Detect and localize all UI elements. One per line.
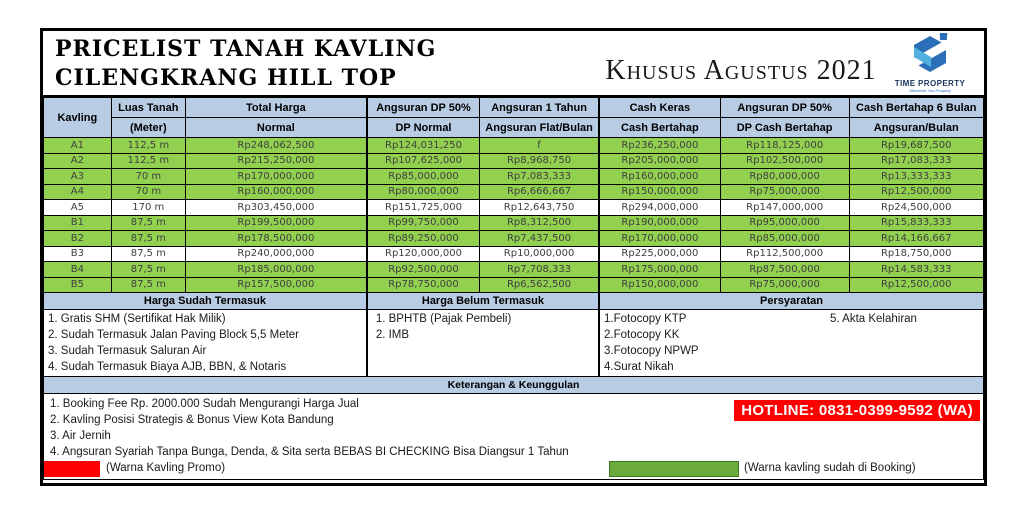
- col-header-total-harga: Total Harga: [185, 98, 366, 118]
- keterangan-cell: [44, 394, 984, 480]
- pricelist-sheet: [40, 28, 987, 486]
- cell-luas: 112,5 m: [111, 153, 185, 169]
- cell-angsuran_flat: Rp7,083,333: [480, 169, 599, 185]
- cell-angsuran_flat: Rp12,643,750: [480, 200, 599, 216]
- cell-kavling: A5: [44, 200, 112, 216]
- table-header: [44, 98, 984, 138]
- pricelist-row-B4: [44, 262, 984, 278]
- logo-tagline-text: Wherever You Property: [909, 88, 951, 93]
- list-item: 2. Sudah Termasuk Jalan Paving Block 5,5 Meter: [48, 329, 300, 341]
- cell-kavling: A3: [44, 169, 112, 185]
- cell-cash_keras: Rp190,000,000: [599, 215, 720, 231]
- persyaratan-list: [604, 311, 979, 375]
- cell-angsuran_bulan: Rp12,500,000: [849, 184, 983, 200]
- cell-dp_normal: Rp85,000,000: [367, 169, 480, 185]
- pricelist-row-B5: [44, 277, 984, 293]
- cell-kavling: A2: [44, 153, 112, 169]
- list-item: 4. Sudah Termasuk Biaya AJB, BBN, & Notaris: [48, 361, 287, 373]
- cell-dp_cash_bertahap: Rp75,000,000: [720, 277, 849, 293]
- info-sections: [44, 293, 984, 480]
- col-subheader-flat-bulan: Angsuran Flat/Bulan: [480, 118, 599, 138]
- cell-angsuran_bulan: Rp12,500,000: [849, 277, 983, 293]
- pricelist-row-B2: [44, 231, 984, 247]
- cell-luas: 87,5 m: [111, 246, 185, 262]
- promo-color-swatch: [44, 461, 100, 477]
- page-title: PRICELIST TANAH KAVLING: [55, 36, 437, 62]
- title-block: [55, 35, 436, 93]
- cell-dp_normal: Rp151,725,000: [367, 200, 480, 216]
- list-item: 2.Fotocopy KK: [604, 329, 680, 341]
- promo-legend-label: (Warna Kavling Promo): [106, 462, 226, 474]
- excluded-list: [367, 310, 599, 377]
- col-header-angsuran-dp50: Angsuran DP 50%: [367, 98, 480, 118]
- list-item: 1. Gratis SHM (Sertifikat Hak Milik): [48, 313, 226, 325]
- cell-cash_keras: Rp160,000,000: [599, 169, 720, 185]
- cell-luas: 170 m: [111, 200, 185, 216]
- cell-total: Rp170,000,000: [185, 169, 366, 185]
- cell-kavling: A1: [44, 138, 112, 154]
- cell-dp_cash_bertahap: Rp118,125,000: [720, 138, 849, 154]
- cell-dp_cash_bertahap: Rp112,500,000: [720, 246, 849, 262]
- cell-total: Rp303,450,000: [185, 200, 366, 216]
- cell-total: Rp157,500,000: [185, 277, 366, 293]
- cell-angsuran_bulan: Rp17,083,333: [849, 153, 983, 169]
- cell-total: Rp215,250,000: [185, 153, 366, 169]
- cell-dp_cash_bertahap: Rp80,000,000: [720, 169, 849, 185]
- cell-kavling: B2: [44, 231, 112, 247]
- list-item: 4. Angsuran Syariah Tanpa Bunga, Denda, & Sita serta BEBAS BI CHECKING Bisa Diangsur 1 Tahun: [50, 446, 569, 458]
- col-subheader-normal: Normal: [185, 118, 366, 138]
- list-item: 1.Fotocopy KTP: [604, 313, 687, 325]
- keterangan-bar: Keterangan & Keunggulan: [44, 377, 984, 394]
- col-subheader-dp-cash-bertahap: DP Cash Bertahap: [720, 118, 849, 138]
- list-item: 2. IMB: [375, 329, 410, 341]
- time-property-logo: [884, 33, 976, 95]
- cell-dp_normal: Rp107,625,000: [367, 153, 480, 169]
- included-list: [44, 310, 367, 377]
- cell-dp_normal: Rp124,031,250: [367, 138, 480, 154]
- cell-angsuran_bulan: Rp14,166,667: [849, 231, 983, 247]
- col-header-kavling: Kavling: [44, 98, 112, 138]
- cell-total: Rp248,062,500: [185, 138, 366, 154]
- cell-dp_cash_bertahap: Rp102,500,000: [720, 153, 849, 169]
- cell-cash_keras: Rp150,000,000: [599, 277, 720, 293]
- list-item: 3.Fotocopy NPWP: [604, 345, 699, 357]
- pricelist-row-A2: [44, 153, 984, 169]
- cell-cash_keras: Rp294,000,000: [599, 200, 720, 216]
- cell-kavling: B5: [44, 277, 112, 293]
- col-subheader-meter: (Meter): [111, 118, 185, 138]
- cell-luas: 70 m: [111, 169, 185, 185]
- section-head-persyaratan: Persyaratan: [599, 293, 984, 310]
- pricelist-table: [43, 97, 984, 480]
- booked-legend-label: (Warna kavling sudah di Booking): [744, 462, 916, 474]
- col-header-cash-bertahap-6: Cash Bertahap 6 Bulan: [849, 98, 983, 118]
- cell-dp_normal: Rp120,000,000: [367, 246, 480, 262]
- section-head-excluded: Harga Belum Termasuk: [367, 293, 599, 310]
- list-item: 2. Kavling Posisi Strategis & Bonus View Kota Bandung: [50, 414, 334, 426]
- cell-cash_keras: Rp205,000,000: [599, 153, 720, 169]
- cell-total: Rp199,500,000: [185, 215, 366, 231]
- cell-angsuran_flat: Rp8,312,500: [480, 215, 599, 231]
- col-header-cash-keras: Cash Keras: [599, 98, 720, 118]
- cell-cash_keras: Rp236,250,000: [599, 138, 720, 154]
- pricelist-row-B1: [44, 215, 984, 231]
- cell-luas: 87,5 m: [111, 262, 185, 278]
- cell-kavling: B3: [44, 246, 112, 262]
- pricelist-row-A3: [44, 169, 984, 185]
- cell-angsuran_bulan: Rp14,583,333: [849, 262, 983, 278]
- cell-dp_normal: Rp92,500,000: [367, 262, 480, 278]
- persyaratan-item-5: 5. Akta Kelahiran: [830, 313, 917, 325]
- cell-dp_cash_bertahap: Rp75,000,000: [720, 184, 849, 200]
- cell-luas: 87,5 m: [111, 215, 185, 231]
- section-head-included: Harga Sudah Termasuk: [44, 293, 367, 310]
- pricelist-row-A5: [44, 200, 984, 216]
- cell-angsuran_flat: f: [480, 138, 599, 154]
- page-subtitle: CILENGKRANG HILL TOP: [55, 65, 397, 91]
- cell-dp_normal: Rp80,000,000: [367, 184, 480, 200]
- cell-angsuran_bulan: Rp24,500,000: [849, 200, 983, 216]
- cell-total: Rp185,000,000: [185, 262, 366, 278]
- pricelist-body: [44, 138, 984, 293]
- cell-angsuran_bulan: Rp13,333,333: [849, 169, 983, 185]
- cell-dp_normal: Rp78,750,000: [367, 277, 480, 293]
- cell-dp_cash_bertahap: Rp95,000,000: [720, 215, 849, 231]
- list-item: 3. Sudah Termasuk Saluran Air: [48, 345, 207, 357]
- cell-cash_keras: Rp225,000,000: [599, 246, 720, 262]
- persyaratan-cell: [599, 310, 984, 377]
- col-subheader-angsuran-bulan: Angsuran/Bulan: [849, 118, 983, 138]
- cell-cash_keras: Rp175,000,000: [599, 262, 720, 278]
- cell-dp_normal: Rp99,750,000: [367, 215, 480, 231]
- cell-angsuran_bulan: Rp15,833,333: [849, 215, 983, 231]
- cell-kavling: A4: [44, 184, 112, 200]
- pricelist-row-B3: [44, 246, 984, 262]
- list-item: 1. Booking Fee Rp. 2000.000 Sudah Mengurangi Harga Jual: [50, 398, 359, 410]
- pricelist-row-A4: [44, 184, 984, 200]
- cell-total: Rp160,000,000: [185, 184, 366, 200]
- cell-angsuran_flat: Rp10,000,000: [480, 246, 599, 262]
- cell-luas: 87,5 m: [111, 231, 185, 247]
- col-subheader-dp-normal: DP Normal: [367, 118, 480, 138]
- logo-hexagon-icon: [898, 33, 962, 75]
- pricelist-row-A1: [44, 138, 984, 154]
- col-header-angsuran-dp50-cb: Angsuran DP 50%: [720, 98, 849, 118]
- list-item: 3. Air Jernih: [50, 430, 111, 442]
- col-subheader-cash-bertahap: Cash Bertahap: [599, 118, 720, 138]
- cell-cash_keras: Rp150,000,000: [599, 184, 720, 200]
- cell-angsuran_bulan: Rp18,750,000: [849, 246, 983, 262]
- cell-angsuran_flat: Rp8,968,750: [480, 153, 599, 169]
- logo-brand-text: TIME PROPERTY: [894, 79, 966, 88]
- cell-dp_normal: Rp89,250,000: [367, 231, 480, 247]
- hotline-banner: HOTLINE: 0831-0399-9592 (WA): [734, 400, 980, 421]
- cell-kavling: B4: [44, 262, 112, 278]
- cell-angsuran_flat: Rp7,708,333: [480, 262, 599, 278]
- booked-color-swatch: [609, 461, 739, 477]
- cell-total: Rp178,500,000: [185, 231, 366, 247]
- cell-kavling: B1: [44, 215, 112, 231]
- legend-row: [44, 461, 983, 478]
- list-item: 1. BPHTB (Pajak Pembeli): [375, 313, 512, 325]
- cell-luas: 87,5 m: [111, 277, 185, 293]
- cell-angsuran_flat: Rp6,666,667: [480, 184, 599, 200]
- cell-luas: 112,5 m: [111, 138, 185, 154]
- cell-total: Rp240,000,000: [185, 246, 366, 262]
- col-header-angsuran-1-tahun: Angsuran 1 Tahun: [480, 98, 599, 118]
- cell-angsuran_flat: Rp6,562,500: [480, 277, 599, 293]
- cell-cash_keras: Rp170,000,000: [599, 231, 720, 247]
- title-bar: [43, 31, 984, 97]
- cell-luas: 70 m: [111, 184, 185, 200]
- list-item: 4.Surat Nikah: [604, 361, 674, 373]
- cell-dp_cash_bertahap: Rp147,000,000: [720, 200, 849, 216]
- col-header-luas-tanah: Luas Tanah: [111, 98, 185, 118]
- cell-dp_cash_bertahap: Rp85,000,000: [720, 231, 849, 247]
- cell-angsuran_flat: Rp7,437,500: [480, 231, 599, 247]
- cell-dp_cash_bertahap: Rp87,500,000: [720, 262, 849, 278]
- cell-angsuran_bulan: Rp19,687,500: [849, 138, 983, 154]
- period-label: Khusus Agustus 2021: [605, 55, 877, 86]
